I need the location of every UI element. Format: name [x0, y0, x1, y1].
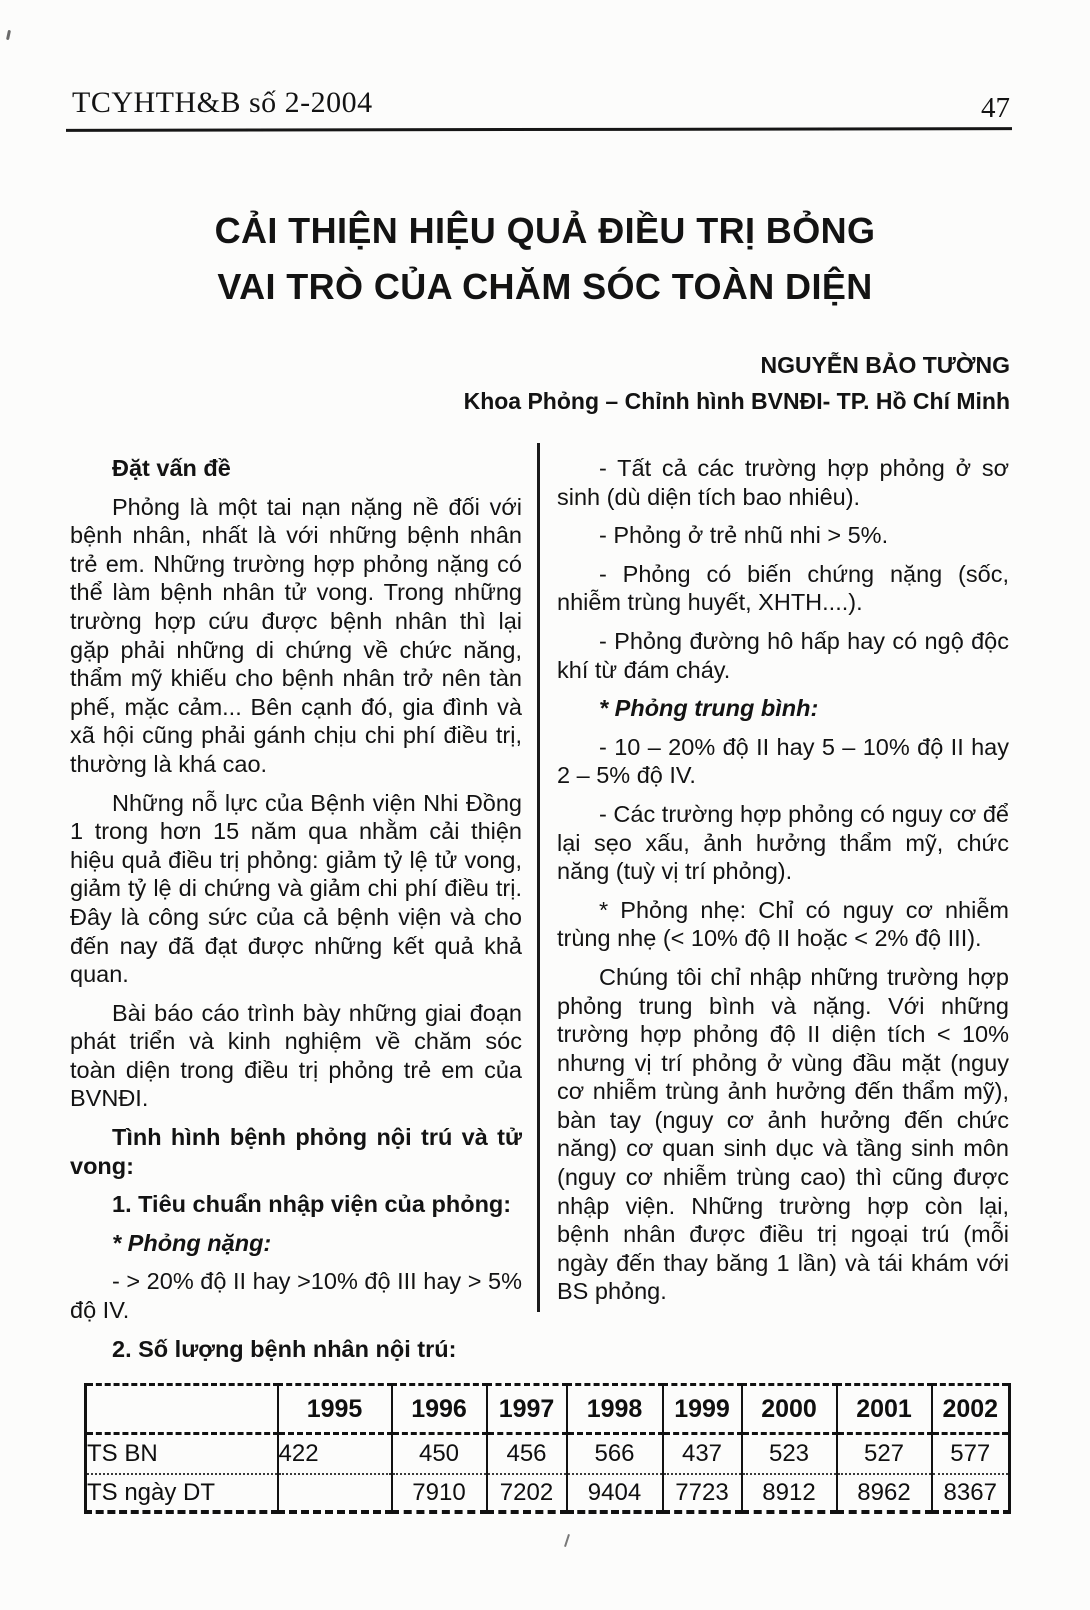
table-header-year: 1998	[567, 1385, 663, 1434]
section-heading-tinh-hinh: Tình hình bệnh phỏng nội trú và tử vong:	[70, 1124, 522, 1179]
byline	[464, 347, 1010, 419]
author-name: NGUYỄN BẢO TƯỜNG	[760, 352, 1010, 378]
scan-artifact	[6, 30, 11, 40]
table-header-year: 1995	[278, 1385, 392, 1434]
table-cell	[278, 1474, 392, 1512]
page-number: 47	[981, 92, 1010, 124]
row-label: TS ngày DT	[87, 1478, 216, 1506]
row-label: TS BN	[86, 1434, 278, 1475]
column-divider	[537, 443, 540, 1312]
table-header-row	[86, 1385, 1010, 1434]
table-header-year: 1999	[663, 1385, 742, 1434]
article-title-line2: VAI TRÒ CỦA CHĂM SÓC TOÀN DIỆN	[217, 266, 873, 307]
table-cell: 422	[278, 1434, 392, 1475]
table-header-year: 1996	[392, 1385, 487, 1434]
article-title-line1: CẢI THIỆN HIỆU QUẢ ĐIỀU TRỊ BỎNG	[214, 210, 876, 251]
body-paragraph: Bài báo cáo trình bày những giai đoạn phát triển và kinh nghiệm về chăm sóc toàn diện trong điều trị phỏng trẻ em của BVNĐI.	[70, 999, 522, 1112]
bullet-item: - Phỏng có biến chứng nặng (sốc, nhiễm trùng huyết, XHTH....).	[557, 560, 1009, 616]
table-row	[86, 1474, 1010, 1512]
numbered-heading-1: 1. Tiêu chuẩn nhập viện của phỏng:	[112, 1191, 512, 1218]
table-row	[86, 1434, 1010, 1475]
table-cell: 8912	[742, 1474, 837, 1512]
section-heading-dat-van-de: Đặt vấn đề	[112, 455, 231, 481]
table-header-year: 2001	[837, 1385, 932, 1434]
table-cell: 9404	[567, 1474, 663, 1512]
table-cell: 8367	[932, 1474, 1010, 1512]
body-paragraph: - > 20% độ II hay >10% độ III hay > 5% độ IV.	[70, 1268, 522, 1324]
table-header-year: 1997	[487, 1385, 567, 1434]
subheading-phong-nang: * Phỏng nặng:	[112, 1229, 272, 1256]
patient-statistics-table	[84, 1383, 1011, 1514]
right-column	[557, 452, 1009, 1306]
article-title	[0, 203, 1090, 315]
table-cell: 8962	[837, 1474, 932, 1512]
body-paragraph: Những nỗ lực của Bệnh viện Nhi Đồng 1 trong hơn 15 năm qua nhằm cải thiện hiệu quả điều trị phỏng: giảm tỷ lệ tử vong, giảm tỷ lệ di chứng và giảm chi phí điều trị. Đây là công sức của cả bệnh viện và cho đến nay đã đạt được những kết quả khả quan.	[70, 789, 522, 988]
body-paragraph: Chúng tôi chỉ nhập những trường hợp phỏng trung bình và nặng. Với những trường hợp phỏng độ II diện tích < 10% nhưng vị trí phỏng ở vùng đầu mặt (nguy cơ nhiễm trùng ảnh hưởng đến thẩm mỹ), bàn tay (nguy cơ ảnh hưởng đến chức năng) cơ quan sinh dục và tầng sinh môn (nguy cơ nhiễm trùng cao) thì cũng được nhập viện. Những trường hợp còn lại, bệnh nhân được điều trị ngoại trú (mỗi ngày đến thay băng 1 lần) và tái khám với BS phỏng.	[557, 963, 1009, 1305]
scan-artifact	[564, 1534, 570, 1547]
bullet-item: - 10 – 20% độ II hay 5 – 10% độ II hay 2 – 5% độ IV.	[557, 733, 1009, 789]
table-cell: 7202	[487, 1474, 567, 1512]
body-paragraph: Phỏng là một tai nạn nặng nề đối với bệnh nhân, nhất là với những bệnh nhân trẻ em. Những trường hợp phỏng nặng có thể làm bệnh nhân tử vong. Trong những trường hợp cứu được bệnh nhân thì lại gặp phải những di chứng về chức năng, thẩm mỹ khiếu cho bệnh nhân trở nên tàn phế, mặc cảm... Bên cạnh đó, gia đình và xã hội cũng phải gánh chịu chi phí điều trị, thường là khá cao.	[70, 493, 522, 777]
table-cell: 450	[392, 1434, 487, 1475]
table-cell: 437	[663, 1434, 742, 1475]
left-column	[70, 452, 522, 1363]
table-cell: 456	[487, 1434, 567, 1475]
table-cell: 7910	[392, 1474, 487, 1512]
table-cell: 523	[742, 1434, 837, 1475]
table-header-empty	[86, 1385, 278, 1434]
table-cell: 527	[837, 1434, 932, 1475]
body-paragraph-phong-nhe: * Phỏng nhẹ: Chỉ có nguy cơ nhiễm trùng nhẹ (< 10% độ II hoặc < 2% độ III).	[557, 896, 1009, 952]
bullet-item: - Tất cả các trường hợp phỏng ở sơ sinh (dù diện tích bao nhiêu).	[557, 455, 1009, 510]
table-header-year: 2000	[742, 1385, 837, 1434]
table-cell: 7723	[663, 1474, 742, 1512]
header-rule	[66, 127, 1012, 132]
table-cell: 577	[932, 1434, 1010, 1475]
bullet-item: - Phỏng đường hô hấp hay có ngộ độc khí từ đám cháy.	[557, 627, 1009, 683]
bullet-item: - Phỏng ở trẻ nhũ nhi > 5%.	[599, 522, 889, 549]
journal-header: TCYHTH&B số 2-2004	[72, 86, 373, 119]
table-header-year: 2002	[932, 1385, 1010, 1434]
table-cell: 566	[567, 1434, 663, 1475]
numbered-heading-2: 2. Số lượng bệnh nhân nội trú:	[112, 1335, 457, 1362]
bullet-item: - Các trường hợp phỏng có nguy cơ để lại sẹo xấu, ảnh hưởng thẩm mỹ, chức năng (tuỳ vị trí phỏng).	[557, 800, 1009, 885]
subheading-phong-trung-binh: * Phỏng trung bình:	[599, 695, 819, 722]
author-affiliation: Khoa Phỏng – Chỉnh hình BVNĐI- TP. Hồ Chí Minh	[463, 388, 1010, 414]
